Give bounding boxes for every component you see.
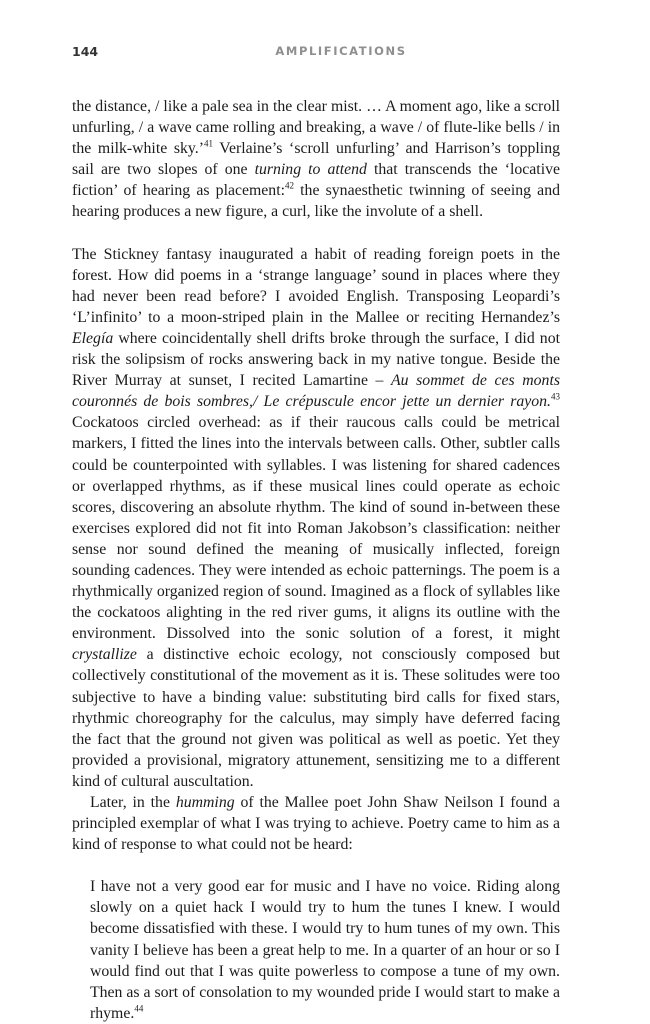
block-quote xyxy=(90,876,560,1024)
footnote-ref-43[interactable]: 43 xyxy=(551,391,560,402)
paragraph-2-text-b: where coincidentally shell drifts broke through the surface, I did not risk the solipsism of rocks answering back in my native tongue. Beside the River Murray at sunset, I recited Lamartine – xyxy=(72,329,560,390)
paragraph-2-text-a: The Stickney fantasy inaugurated a habit of reading foreign poets in the forest. How did poems in a ‘strange language’ sound in places where they had never been read before? I avoided English. Transposing Leopardi’s ‘L’infinito’ to a moon-striped plain in the Mallee or reciting Hernandez’s xyxy=(72,245,560,326)
paragraph-1 xyxy=(72,96,560,223)
block-quote-text: I have not a very good ear for music and I have no voice. Riding along slowly on a quiet hack I would try to hum the tunes I knew. I would become dissatisfied with these. I would try to hum tunes of my own. This vanity I believe has been a great help to me. In a quarter of an hour or so I would find out that I was quite powerless to compose a tune of my own. Then as a sort of consolation to my wounded pride I would start to make a rhyme. xyxy=(90,878,560,1022)
paragraph-1-text-b: Verlaine’s ‘scroll unfurling’ and Harrison’s toppling sail are two slopes of one xyxy=(72,140,560,179)
footnote-ref-41[interactable]: 41 xyxy=(203,138,213,149)
paragraph-3-text-a: Later, in the xyxy=(90,794,176,811)
paragraph-2 xyxy=(72,244,560,792)
paragraph-3-emphasis: humming xyxy=(175,794,235,811)
paragraph-1-text-a: the distance, / like a pale sea in the clear mist. … A moment ago, like a scroll unfurling, / a wave came rolling and breaking, a wave / of flute-like bells / in the milk-white sky.’ xyxy=(72,98,560,158)
paragraph-1-text-c: that transcends the ‘locative fiction’ of hearing as placement: xyxy=(72,161,560,200)
paragraph-1-emphasis: turning to attend xyxy=(254,161,367,179)
paragraph-2-title-elegia: Elegía xyxy=(72,329,114,347)
page-header xyxy=(72,44,560,64)
running-head: AMPLIFICATIONS xyxy=(275,44,407,58)
footnote-ref-44[interactable]: 44 xyxy=(134,1003,144,1014)
paragraph-2-text-d: a distinctive echoic ecology, not consciously composed but collectively constitutional of the movement as it is. These solitudes were too subjective to have a binding value: substituting bird calls for fixed stars, rhythmic choreography for the calculus, may simply have deferred facing the fact that the ground not given was political as well as poetic. Yet they provided a provisional, migratory attunement, sensitizing me to a different kind of cultural auscultation. xyxy=(72,646,560,790)
paragraph-2-emphasis: crystallize xyxy=(72,646,137,664)
page-number: 144 xyxy=(72,44,99,59)
paragraph-2-lamartine-quote: Au sommet de ces monts couronnés de bois sombres,/ Le crépuscule encor jette un dernier rayon. xyxy=(72,372,560,411)
paragraph-1-text-d: the synaesthetic twinning of seeing and hearing produces a new figure, a curl, like the involute of a shell. xyxy=(72,182,560,221)
paragraph-2-text-c: Cockatoos circled overhead: as if their raucous calls could be metrical markers, I fitted the lines into the intervals between calls. Other, subtler calls could be counterpointed with syllables. I was listening for shared cadences or overlapped rhythms, as if these musical lines could operate as echoic scores, discovering an absolute rhythm. The kind of sound in-between these exercises explored did not fit into Roman Jakobson’s classification: neither sense nor sound defined the meaning of musically inflected, foreign sounding cadences. They were intended as echoic patternings. The poem is a rhythmically organized region of sound. Imagined as a flock of syllables like the cockatoos alighting in the red river gums, it aligns its outline with the environment. Dissolved into the sonic solution of a forest, it might xyxy=(72,414,560,643)
paragraph-3-text-b: of the Mallee poet John Shaw Neilson I found a principled exemplar of what I was trying to achieve. Poetry came to him as a kind of response to what could not be heard: xyxy=(72,794,560,854)
footnote-ref-42[interactable]: 42 xyxy=(284,181,294,192)
paragraph-3 xyxy=(72,792,560,855)
body-text xyxy=(72,96,560,1024)
